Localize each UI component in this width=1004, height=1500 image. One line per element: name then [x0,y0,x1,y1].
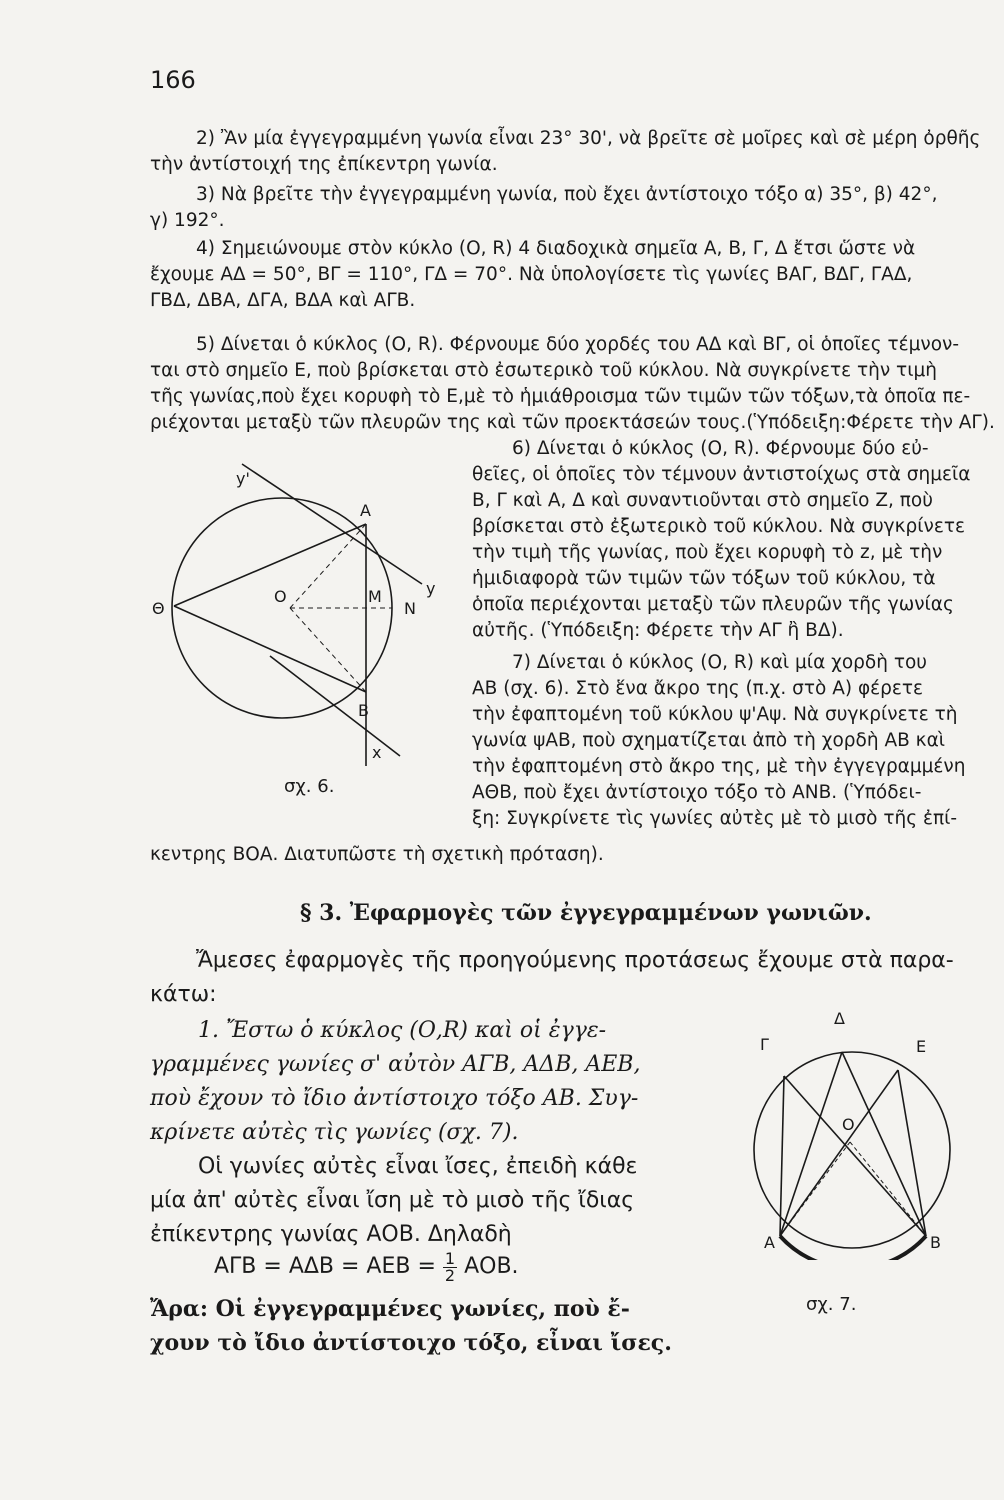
theta-b-line [174,606,366,692]
application-line: κρίνετε αὐτὲς τὶς γωνίες (σχ. 7). [150,1120,519,1145]
radius-oa [780,1142,850,1236]
figure-6-caption: σχ. 6. [284,776,335,797]
page-number: 166 [150,66,196,94]
section-heading: § 3. Ἐφαρμογὲς τῶν ἐγγεγραμμένων γωνιῶν. [300,900,872,926]
figure-7 [750,1010,960,1260]
exercise-line: ται στὸ σημεῖο Ε, ποὺ βρίσκεται στὸ ἐσωτερικὸ τοῦ κύκλου. Νὰ συγκρίνετε τὴν τιμὴ [150,360,937,381]
label-theta: Θ [152,599,165,618]
exercise-line: 7) Δίνεται ὁ κύκλος (Ο, R) καὶ μία χορδὴ του [512,652,927,673]
exercise-line: 3) Νὰ βρεῖτε τὴν ἐγγεγραμμένη γωνία, ποὺ ἔχει ἀντίστοιχο τόξο α) 35°, β) 42°, [196,184,938,205]
label-m: M [368,587,382,606]
exercise-line: γ) 192°. [150,210,225,231]
radius-oa [290,524,366,608]
chord-b-gamma [784,1076,926,1236]
label-x: x [372,743,382,762]
exercise-line: βρίσκεται στὸ ἐξωτερικὸ τοῦ κύκλου. Νὰ συγκρίνετε [472,516,965,537]
application-1 [150,1014,690,1150]
label-gamma: Γ [760,1035,769,1054]
label-n: N [404,599,416,618]
label-a: A [360,501,371,520]
label-a: A [764,1233,775,1252]
exercise-7-end [150,842,972,868]
intro-text [150,944,972,1012]
equation [214,1250,519,1284]
exercise-line: αὐτῆς. (Ὑπόδειξη: Φέρετε τὴν ΑΓ ἢ ΒΔ). [472,620,844,641]
fraction-denominator: 2 [444,1265,456,1285]
exercise-line: ἔχουμε ΑΔ = 50°, ΒΓ = 110°, ΓΔ = 70°. Νὰ ὑπολογίσετε τὶς γωνίες ΒΑΓ, ΒΔΓ, ΓΑΔ, [150,264,913,285]
application-line: μία ἀπ' αὐτὲς εἶναι ἴση μὲ τὸ μισὸ τῆς ἴδιας [150,1188,635,1213]
exercise-5 [150,332,995,436]
exercise-line: τὴν ἐφαπτομένη τοῦ κύκλου ψ'Αψ. Νὰ συγκρίνετε τὴ [472,704,958,725]
conclusion [150,1292,690,1360]
exercise-6 [472,436,972,644]
fraction [443,1248,457,1285]
exercise-line: Β, Γ καὶ Α, Δ καὶ συναντιοῦνται στὸ σημεῖο Ζ, ποὺ [472,490,933,511]
chord-b-e [898,1070,926,1236]
exercise-line: τὴν ἐφαπτομένη στὸ ἄκρο της, μὲ τὴν ἐγγεγραμμένη [472,756,966,777]
label-o: O [274,587,287,606]
label-e: E [916,1037,927,1056]
exercise-line: κεντρης ΒΟΑ. Διατυπῶστε τὴ σχετικὴ πρόταση). [150,844,604,865]
application-line: 1. Ἔστω ὁ κύκλος (Ο,R) καὶ οἱ ἐγγε- [198,1018,607,1043]
exercise-line: ὁποῖα περιέχονται μεταξὺ τῶν πλευρῶν τῆς γωνίας [472,594,954,615]
exercise-line: γωνία ψΑΒ, ποὺ σχηματίζεται ἀπὸ τὴ χορδὴ ΑΒ καὶ [472,730,946,751]
exercise-line: ἡμιδιαφορὰ τῶν τιμῶν τῶν τόξων τοῦ κύκλου, τὰ [472,568,936,589]
application-line: Οἱ γωνίες αὐτὲς εἶναι ἴσες, ἐπειδὴ κάθε [198,1154,638,1179]
label-y-prime: y' [236,469,250,488]
exercise-line: 5) Δίνεται ὁ κύκλος (Ο, R). Φέρνουμε δύο χορδές του ΑΔ καὶ ΒΓ, οἱ ὁποῖες τέμνον- [196,334,960,355]
conclusion-line: Ἄρα: Οἱ ἐγγεγραμμένες γωνίες, ποὺ ἔ- [150,1296,630,1322]
exercise-line: 6) Δίνεται ὁ κύκλος (Ο, R). Φέρνουμε δύο εὐ- [512,438,929,459]
intro-line: Ἄμεσες ἐφαρμογὲς τῆς προηγούμενης προτάσεως ἔχουμε στὰ παρα- [196,948,954,973]
exercise-line: τῆς γωνίας,ποὺ ἔχει κορυφὴ τὸ Ε,μὲ τὸ ἡμιάθροισμα τῶν τιμῶν τῶν τόξων,τὰ ὁποῖα πε- [150,386,971,407]
exercise-line: ξη: Συγκρίνετε τὶς γωνίες αὐτὲς μὲ τὸ μισὸ τῆς ἐπί- [472,808,958,829]
application-line: γραμμένες γωνίες σ' αὐτὸν ΑΓΒ, ΑΔΒ, ΑΕΒ, [150,1052,641,1077]
exercise-line: τὴν ἀντίστοιχή της ἐπίκεντρη γωνία. [150,154,498,175]
label-o: O [842,1115,855,1134]
exercise-2 [150,126,981,178]
exercise-line: τὴν τιμὴ τῆς γωνίας, ποὺ ἔχει κορυφὴ τὸ z, μὲ τὴν [472,542,943,563]
exercise-line: ΑΒ (σχ. 6). Στὸ ἕνα ἄκρο της (π.χ. στὸ Α) φέρετε [472,678,924,699]
label-b: B [358,701,369,720]
intro-line: κάτω: [150,982,217,1007]
exercise-line: ΓΒΔ, ΔΒΑ, ΔΓΑ, ΒΔΑ καὶ ΑΓΒ. [150,290,416,311]
theta-a-line [174,524,366,606]
exercise-4 [150,236,972,314]
application-line: ποὺ ἔχουν τὸ ἴδιο ἀντίστοιχο τόξο ΑΒ. Συγ- [150,1086,639,1111]
fraction-numerator: 1 [444,1248,456,1268]
figure-6 [150,456,450,786]
conclusion-line: χουν τὸ ἴδιο ἀντίστοιχο τόξο, εἶναι ἴσες. [150,1330,672,1356]
chord-a-gamma [780,1076,784,1236]
exercise-7 [472,650,972,832]
application-line: ἐπίκεντρης γωνίας ΑΟΒ. Δηλαδὴ [150,1222,512,1247]
exercise-line: θεῖες, οἱ ὁποῖες τὸν τέμνουν ἀντιστοίχως στὰ σημεῖα [472,464,971,485]
tangent-line [270,656,400,756]
figure-7-caption: σχ. 7. [806,1294,857,1315]
equation-lhs: ΑΓΒ = ΑΔΒ = ΑΕΒ = [214,1254,436,1279]
exercise-3 [150,182,972,234]
chord-a-e [780,1070,898,1236]
label-b: B [930,1233,941,1252]
label-delta: Δ [834,1010,845,1028]
equation-rhs: ΑΟΒ. [464,1254,519,1279]
chord-b-delta [842,1052,926,1236]
label-y: y [426,579,436,598]
exercise-line: ριέχονται μεταξὺ τῶν πλευρῶν της καὶ τῶν προεκτάσεών τους.(Ὑπόδειξη:Φέρετε τὴν ΑΓ). [150,412,995,433]
application-1-text [150,1150,690,1252]
radius-ob [850,1142,926,1236]
chord-a-delta [780,1052,842,1236]
exercise-line: 4) Σημειώνουμε στὸν κύκλο (Ο, R) 4 διαδοχικὰ σημεῖα Α, Β, Γ, Δ ἔτσι ὥστε νὰ [196,238,916,259]
exercise-line: ΑΘΒ, ποὺ ἔχει ἀντίστοιχο τόξο τὸ ΑΝΒ. (Ὑπόδει- [472,782,922,803]
exercise-line: 2) Ἂν μία ἐγγεγραμμένη γωνία εἶναι 23° 30', νὰ βρεῖτε σὲ μοῖρες καὶ σὲ μέρη ὀρθῆς [196,128,981,149]
